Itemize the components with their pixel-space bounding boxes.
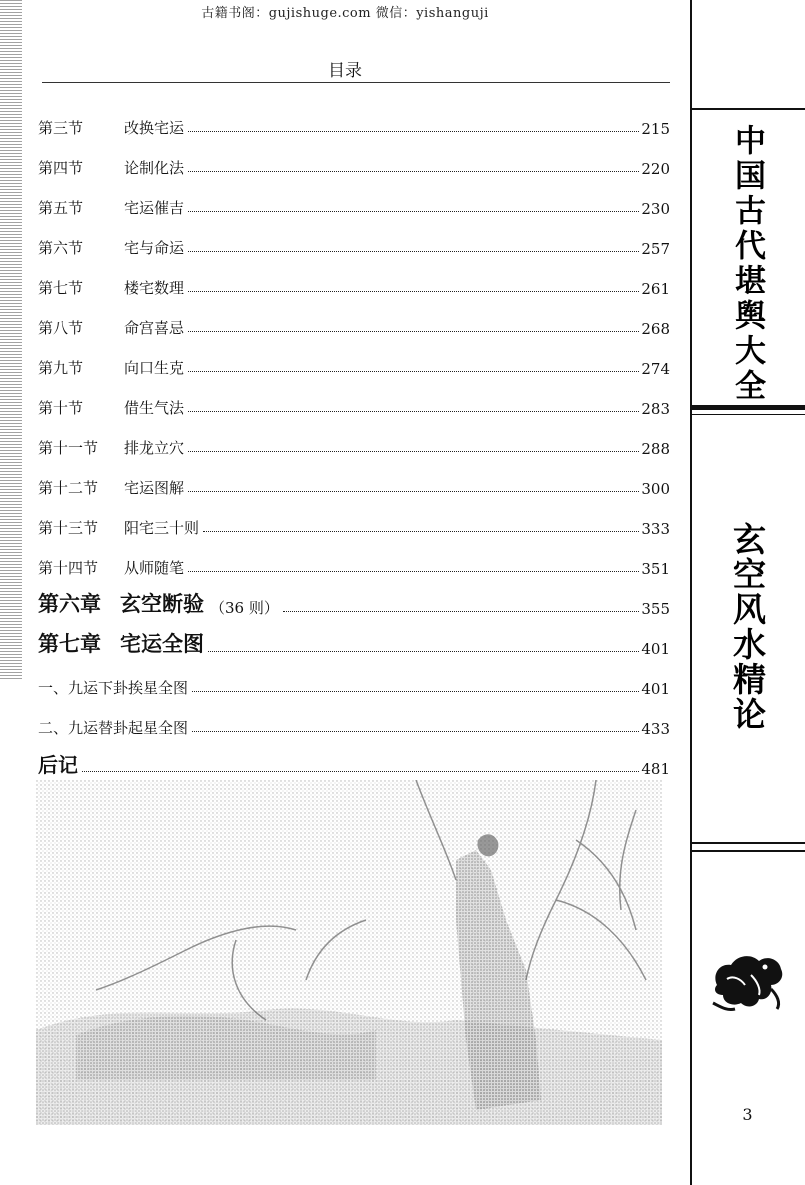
section-title: 宅与命运 xyxy=(124,239,185,257)
dot-leader xyxy=(188,170,639,172)
dot-leader xyxy=(188,330,639,332)
section-title: 借生气法 xyxy=(124,399,185,417)
section-number: 第八节 xyxy=(38,319,84,337)
page-edge-shadow xyxy=(0,0,22,680)
dot-leader xyxy=(188,290,639,292)
dot-leader xyxy=(188,210,639,212)
epilogue-title: 后记 xyxy=(38,753,78,777)
toc-epilogue-row[interactable] xyxy=(38,738,670,778)
page-number: 433 xyxy=(641,720,670,738)
dot-leader xyxy=(188,490,639,492)
book-title-text: 玄空风水精论 xyxy=(728,522,767,732)
toc-row[interactable] xyxy=(38,218,670,258)
book-title xyxy=(690,522,805,736)
page-number: 481 xyxy=(641,760,670,778)
section-number: 第九节 xyxy=(38,359,84,377)
watermark: 古籍书阁：gujishuge.com 微信：yishanguji xyxy=(201,6,489,21)
dot-leader xyxy=(188,370,639,372)
page-number: 401 xyxy=(641,680,670,698)
toc-row[interactable] xyxy=(38,698,670,738)
chapter-number: 第七章 xyxy=(38,632,101,656)
section-title: 改换宅运 xyxy=(124,119,185,137)
section-title: 楼宅数理 xyxy=(124,279,185,297)
section-number: 第十一节 xyxy=(38,439,99,457)
chapter-title: 宅运全图 xyxy=(120,632,204,656)
page-number: 230 xyxy=(641,200,670,218)
toc-row[interactable] xyxy=(38,498,670,538)
dot-leader xyxy=(188,450,639,452)
dot-leader xyxy=(188,570,639,572)
section-number: 第六节 xyxy=(38,239,84,257)
section-title: 排龙立穴 xyxy=(124,439,185,457)
section-title: 宅运催吉 xyxy=(124,199,185,217)
section-number: 第七节 xyxy=(38,279,84,297)
toc-row[interactable] xyxy=(38,98,670,138)
section-number: 第四节 xyxy=(38,159,84,177)
item-title: 二、九运替卦起星全图 xyxy=(38,719,189,737)
toc-row[interactable] xyxy=(38,258,670,298)
section-title: 论制化法 xyxy=(124,159,185,177)
landscape-illustration xyxy=(36,780,662,1125)
toc-chapter-row[interactable] xyxy=(38,618,670,658)
page-number: 288 xyxy=(641,440,670,458)
chapter-number: 第六章 xyxy=(38,592,101,616)
dot-leader xyxy=(208,650,639,652)
divider xyxy=(690,108,805,110)
page-number: 257 xyxy=(641,240,670,258)
page-number: 215 xyxy=(641,120,670,138)
page-number: 355 xyxy=(641,600,670,618)
page-number: 220 xyxy=(641,160,670,178)
toc-row[interactable] xyxy=(38,178,670,218)
toc-row[interactable] xyxy=(38,538,670,578)
dot-leader xyxy=(188,250,639,252)
section-title: 命宫喜忌 xyxy=(124,319,185,337)
section-number: 第十四节 xyxy=(38,559,99,577)
page-number: 300 xyxy=(641,480,670,498)
chapter-note: （36 则） xyxy=(210,599,279,617)
toc-title: 目录 xyxy=(328,61,362,81)
section-number: 第十节 xyxy=(38,399,84,417)
toc-row[interactable] xyxy=(38,418,670,458)
page-number: 274 xyxy=(641,360,670,378)
sidebar-band xyxy=(690,0,805,1185)
series-title xyxy=(690,124,805,408)
page-number: 401 xyxy=(641,640,670,658)
section-number: 第十二节 xyxy=(38,479,99,497)
dot-leader xyxy=(188,130,639,132)
item-title: 一、九运下卦挨星全图 xyxy=(38,679,189,697)
dot-leader xyxy=(188,410,639,412)
toc-row[interactable] xyxy=(38,458,670,498)
divider xyxy=(690,842,805,844)
section-number: 第五节 xyxy=(38,199,84,217)
page-number: 261 xyxy=(641,280,670,298)
folio-page-number: 3 xyxy=(742,1105,753,1124)
section-title: 从师随笔 xyxy=(124,559,185,577)
toc-row[interactable] xyxy=(38,298,670,338)
dot-leader xyxy=(82,770,639,772)
dot-leader xyxy=(203,530,639,532)
series-title-text: 中国古代堪舆大全 xyxy=(729,124,765,404)
dot-leader xyxy=(192,730,639,732)
dot-leader xyxy=(283,610,640,612)
toc-row[interactable] xyxy=(38,338,670,378)
chapter-title: 玄空断验 xyxy=(120,592,204,616)
section-number: 第十三节 xyxy=(38,519,99,537)
toc-row[interactable] xyxy=(38,138,670,178)
toc-chapter-row[interactable] xyxy=(38,578,670,618)
toc-row[interactable] xyxy=(38,658,670,698)
divider xyxy=(690,850,805,852)
page-number: 351 xyxy=(641,560,670,578)
section-title: 阳宅三十则 xyxy=(124,519,200,537)
dot-leader xyxy=(192,690,639,692)
section-number: 第三节 xyxy=(38,119,84,137)
title-rule xyxy=(42,82,670,83)
page-number: 283 xyxy=(641,400,670,418)
section-title: 向口生克 xyxy=(124,359,185,377)
dragon-emblem-icon xyxy=(707,945,787,1015)
page-number: 268 xyxy=(641,320,670,338)
divider xyxy=(690,414,805,415)
toc-row[interactable] xyxy=(38,378,670,418)
page-number: 333 xyxy=(641,520,670,538)
table-of-contents xyxy=(38,98,670,778)
section-title: 宅运图解 xyxy=(124,479,185,497)
